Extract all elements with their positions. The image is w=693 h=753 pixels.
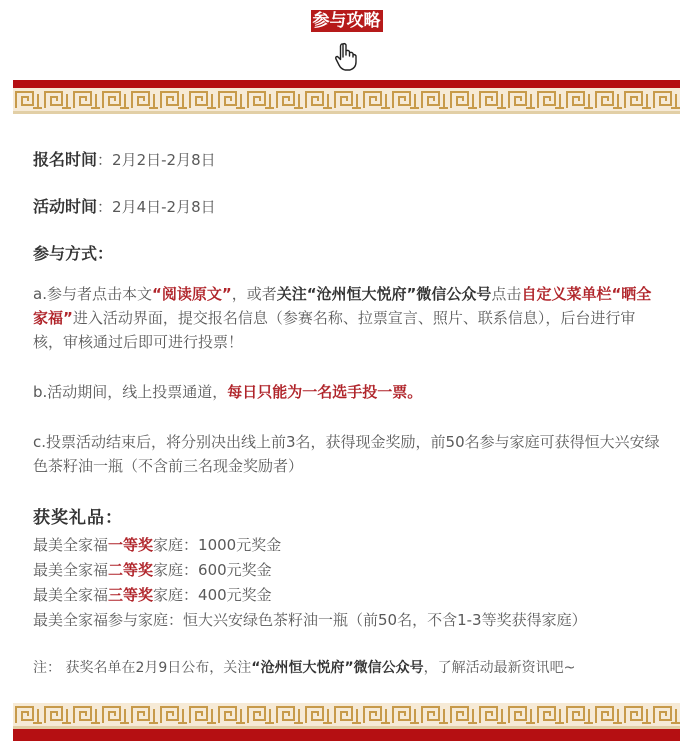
prize-first: 最美全家福一等奖家庭：1000元奖金 xyxy=(33,536,282,554)
step-b-paragraph: b.活动期间，线上投票通道，每日只能为一名选手投一票。 xyxy=(33,383,423,401)
signup-time: 报名时间：2月2日-2月8日 xyxy=(33,150,216,169)
method-label: 参与方式： xyxy=(33,244,114,263)
page-title: 参与攻略 xyxy=(312,11,381,31)
step-c-paragraph: c.投票活动结束后，将分别决出线上前3名，获得现金奖励，前50名参与家庭可获得恒大兴安绿色茶籽油一瓶（不含前三名现金奖励者） xyxy=(33,433,660,475)
prize-second: 最美全家福二等奖家庭：600元奖金 xyxy=(33,561,272,579)
custom-menu-text: 自定义菜单栏“晒全家福” xyxy=(33,285,652,327)
signup-value: 2月2日-2月8日 xyxy=(112,151,216,169)
step-a-paragraph: a.参与者点击本文“阅读原文”，或者关注“沧州恒大悦府”微信公众号点击自定义菜单栏“晒全家福”进入活动界面，提交报名信息（参赛名称、拉票宣言、照片、联系信息），后台进行审核，审核通过后即可进行投票！ xyxy=(33,285,652,351)
title-banner xyxy=(0,10,693,32)
activity-value: 2月4日-2月8日 xyxy=(112,198,216,216)
meander-pattern xyxy=(13,703,680,726)
pointing-hand-icon xyxy=(333,42,359,72)
prize-participant: 最美全家福参与家庭：恒大兴安绿色茶籽油一瓶（前50名，不含1-3等奖获得家庭） xyxy=(33,611,587,629)
activity-label: 活动时间 xyxy=(33,197,98,216)
signup-label: 报名时间 xyxy=(33,150,98,169)
meander-pattern xyxy=(13,88,680,111)
top-decorative-border xyxy=(13,80,680,114)
activity-time: 活动时间：2月4日-2月8日 xyxy=(33,197,216,216)
read-original-link[interactable]: “阅读原文” xyxy=(151,285,232,303)
prizes-heading: 获奖礼品： xyxy=(33,508,123,528)
bottom-decorative-border xyxy=(13,703,680,741)
note-paragraph: 注： 获奖名单在2月9日公布，关注“沧州恒大悦府”微信公众号，了解活动最新资讯吧~ xyxy=(33,660,576,676)
prize-third: 最美全家福三等奖家庭：400元奖金 xyxy=(33,586,272,604)
